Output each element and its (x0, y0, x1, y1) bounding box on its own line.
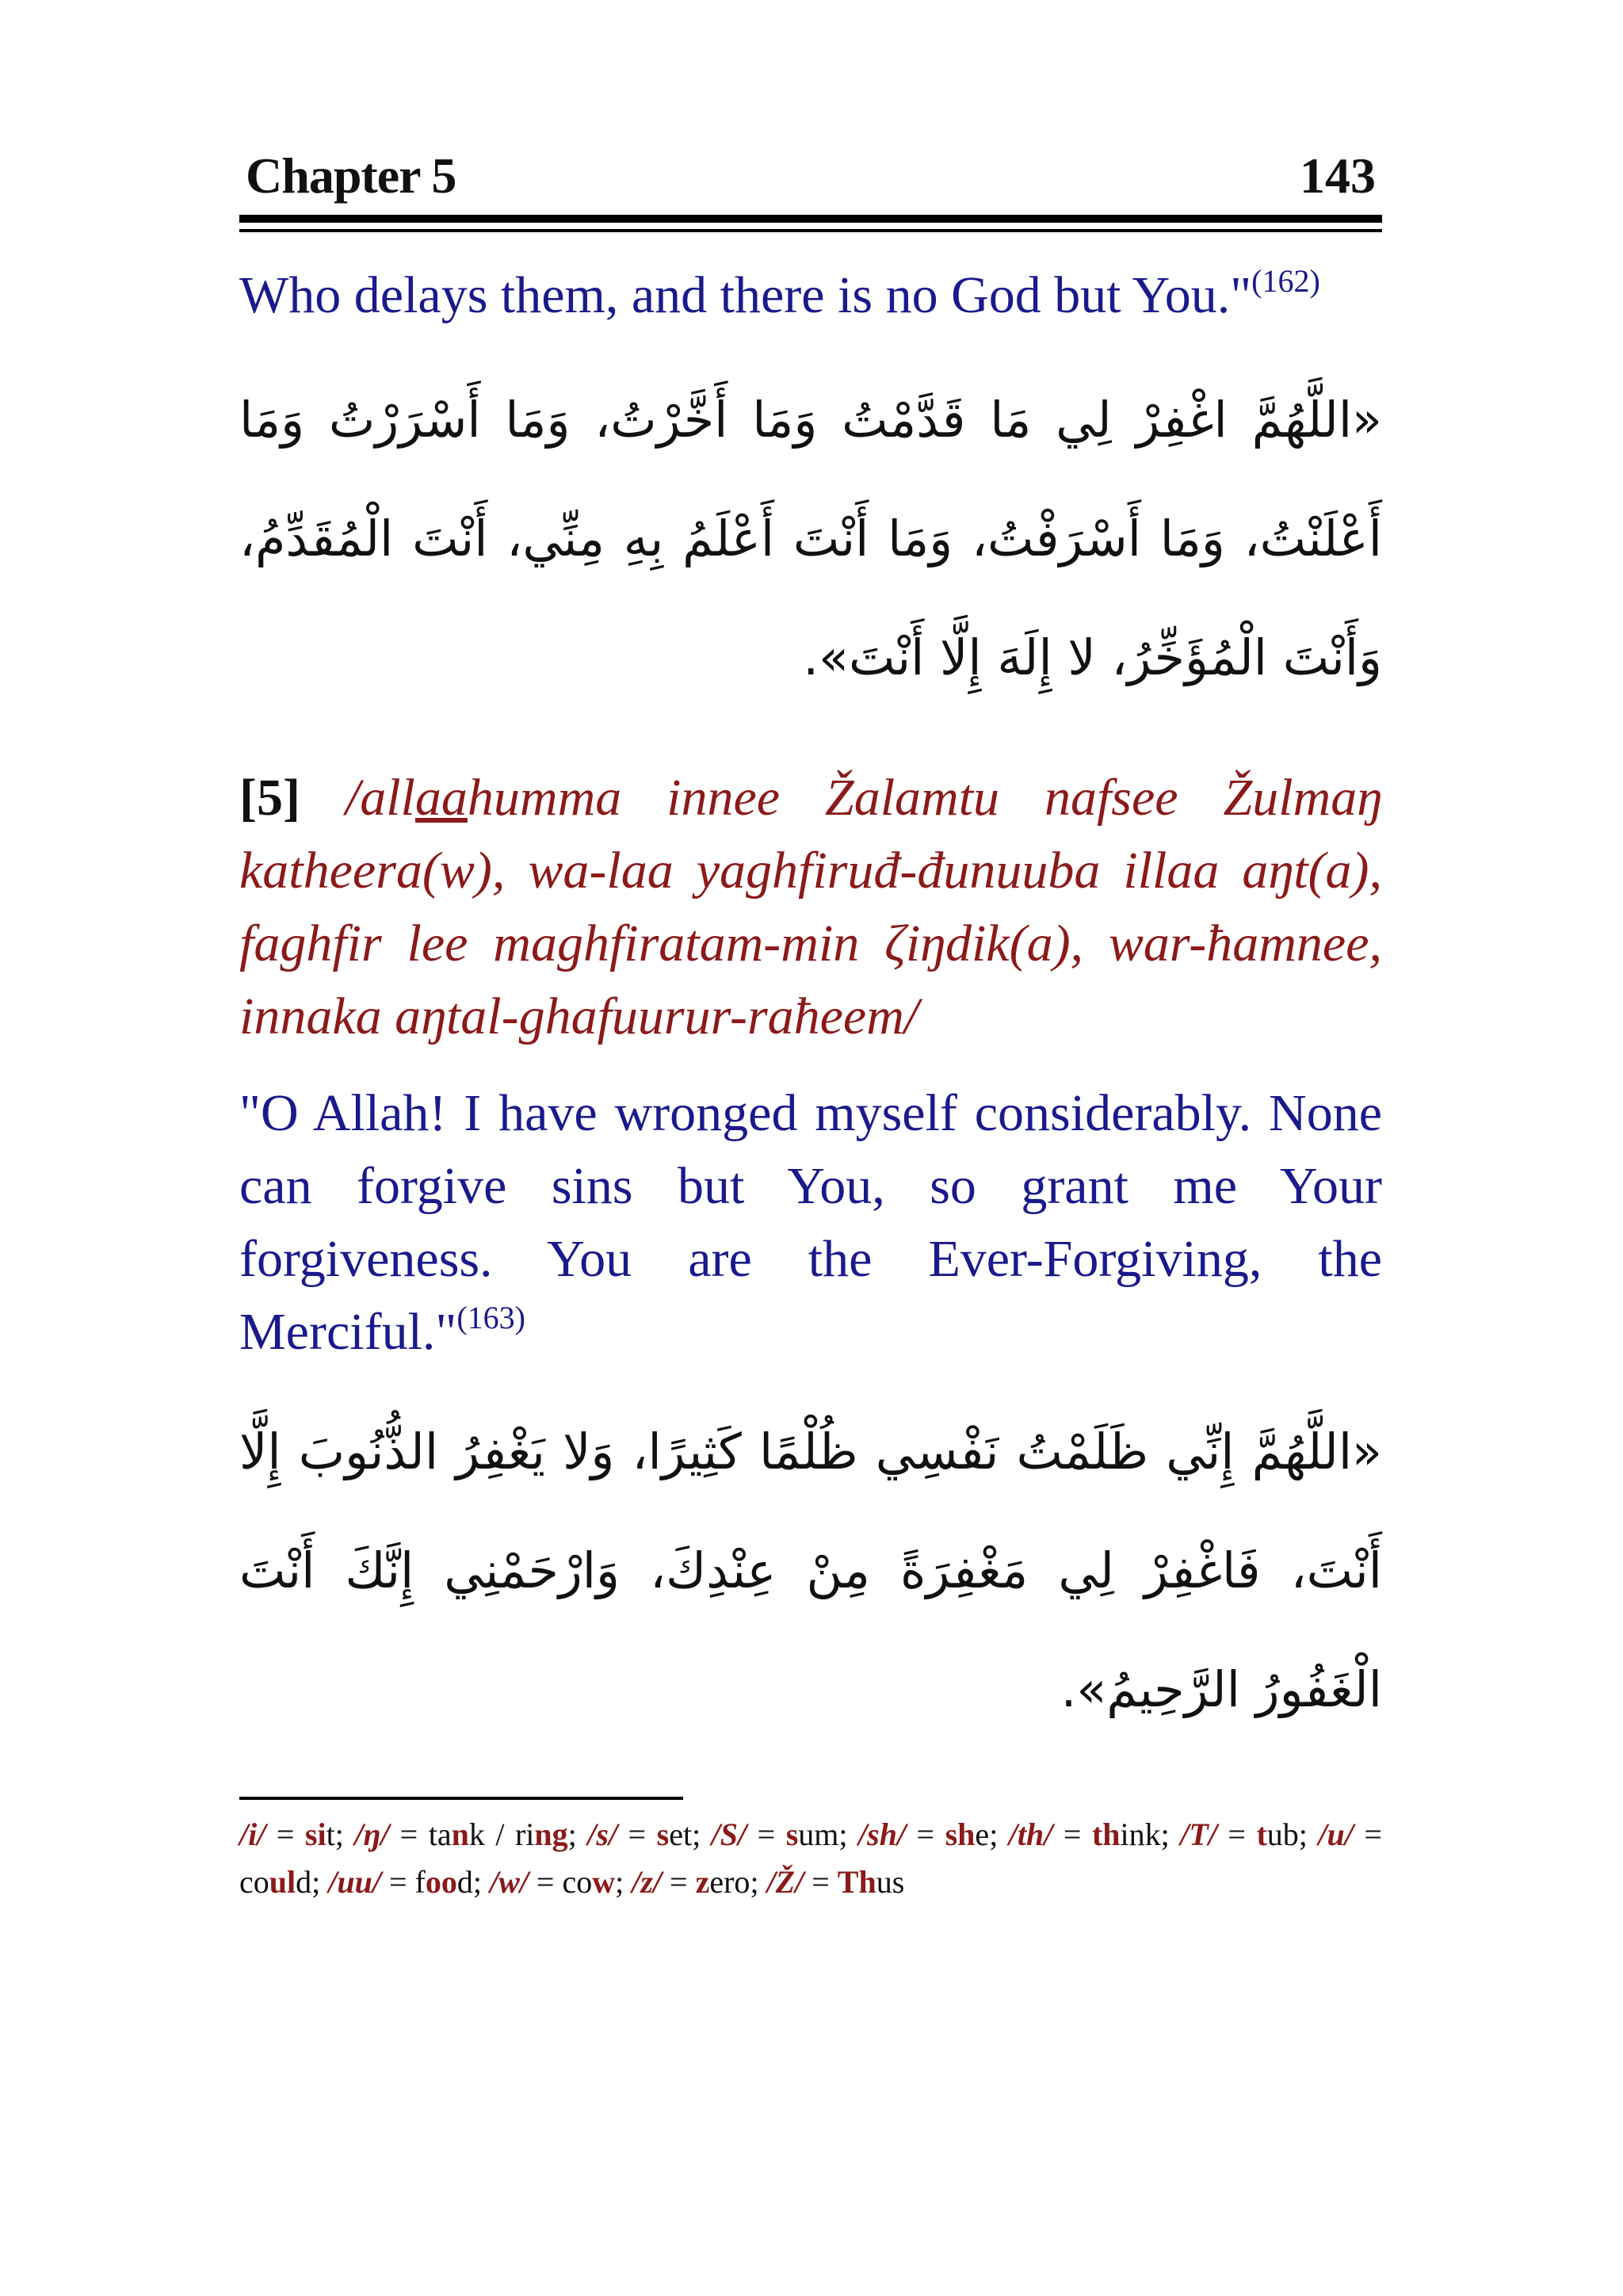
footnote-rule (239, 1797, 683, 1800)
key-entry (490, 1864, 632, 1900)
key-separator: t; (326, 1817, 355, 1852)
pronunciation-key (239, 1811, 1382, 1906)
key-symbol: /i/ (239, 1817, 266, 1852)
key-separator: ; (311, 1864, 329, 1900)
english-text: Who delays them, and there is no God but You." (239, 266, 1252, 324)
key-separator: ; (692, 1817, 712, 1852)
key-example-mid: ero (709, 1864, 750, 1900)
key-symbol: /s/ (587, 1817, 618, 1852)
key-example-highlight: ul (269, 1864, 296, 1900)
arabic-supplication-2: «اللَّهُمَّ إِنِّي ظَلَمْتُ نَفْسِي ظُلْمًا كَثِيرًا، وَلا يَغْفِرُ الذُّنُوبَ إِلَّا أَنْتَ، فَاغْفِرْ لِي مَغْفِرَةً مِنْ عِنْدِكَ، وَارْحَمْنِي إِنَّكَ أَنْتَ الْغَفُورُ الرَّحِيمُ». (239, 1423, 1382, 1718)
key-separator: ; (472, 1864, 490, 1900)
key-example-highlight: z (695, 1864, 710, 1900)
key-symbol: /ŋ/ (354, 1817, 390, 1852)
key-separator: ; (567, 1817, 588, 1852)
page (239, 147, 1382, 1906)
key-example-mid: us (876, 1864, 905, 1900)
key-symbol: /z/ (632, 1864, 663, 1900)
key-example-highlight: s (304, 1817, 318, 1852)
key-equals: = (906, 1817, 945, 1852)
key-symbol: /sh/ (858, 1817, 907, 1852)
key-entry (858, 1817, 1009, 1852)
key-symbol: /Ž/ (766, 1864, 804, 1900)
key-example-highlight: oo (425, 1864, 457, 1900)
key-entry (632, 1864, 766, 1900)
key-entry (767, 1864, 905, 1900)
key-example-pre: ta (428, 1817, 452, 1852)
key-separator: ; (615, 1864, 632, 1900)
key-entry (1009, 1817, 1180, 1852)
key-symbol: /uu/ (328, 1864, 381, 1900)
page-header (239, 147, 1382, 210)
key-symbol: /w/ (489, 1864, 529, 1900)
translit-underlined: aa (414, 769, 468, 827)
key-equals: = (1353, 1817, 1382, 1852)
key-equals: = (389, 1817, 429, 1852)
key-example-highlight: Th (837, 1864, 876, 1900)
key-example-mid: ub (1266, 1817, 1299, 1852)
key-entry (712, 1817, 858, 1852)
supplication-number: [5] (239, 769, 300, 827)
translit-part-2: humma innee Žalamtu nafsee Žulmaŋ katheera(w), wa-laa yaghfiruđ-đunuuba illaa aŋt(a), faghfir lee maghfiratam-min ζiŋdik(a), war-ħamnee, innaka aŋtal-ghafuurur-raħeem/ (239, 769, 1382, 1045)
key-separator: ; (750, 1864, 767, 1900)
key-example-pre: f (414, 1864, 426, 1900)
key-example-highlight: t (1256, 1817, 1267, 1852)
key-entry (328, 1864, 490, 1900)
key-symbol: /S/ (711, 1817, 747, 1852)
footnote-ref-163: (163) (456, 1300, 525, 1335)
key-example-highlight: n (451, 1817, 469, 1852)
key-entry (587, 1817, 711, 1852)
english-paragraph-1 (239, 259, 1382, 332)
chapter-title: Chapter 5 (246, 147, 456, 204)
key-entry (239, 1817, 354, 1852)
key-example-mid: et (669, 1817, 693, 1852)
key-example-mid: um (798, 1817, 839, 1852)
key-example-highlight-2: ng (534, 1817, 568, 1852)
key-separator: ; (989, 1817, 1009, 1852)
key-example-mid: k / ri (468, 1817, 535, 1852)
key-example-highlight-2: i (317, 1817, 327, 1852)
key-equals: = (747, 1817, 786, 1852)
key-symbol: /th/ (1008, 1817, 1053, 1852)
page-number: 143 (1300, 147, 1376, 204)
translit-part-1: /all (300, 769, 415, 827)
key-equals: = (804, 1864, 838, 1900)
header-rule-thick (239, 215, 1382, 223)
transliteration-5 (239, 762, 1382, 1053)
key-entry (354, 1817, 587, 1852)
key-symbol: /T/ (1180, 1817, 1217, 1852)
english-paragraph-2 (239, 1077, 1382, 1369)
footnote-ref-162: (162) (1251, 263, 1320, 299)
key-separator: ; (838, 1817, 859, 1852)
key-separator: ; (1298, 1817, 1319, 1852)
key-example-pre: co (239, 1864, 269, 1900)
key-example-highlight: s (656, 1817, 670, 1852)
key-separator: ; (1160, 1817, 1181, 1852)
key-equals: = (528, 1864, 563, 1900)
key-equals: = (617, 1817, 657, 1852)
key-example-mid: e (975, 1817, 990, 1852)
key-example-mid: d (296, 1864, 312, 1900)
key-example-highlight: sh (945, 1817, 976, 1852)
key-example-highlight: w (592, 1864, 616, 1900)
key-example-mid: ink (1120, 1817, 1161, 1852)
key-equals: = (1052, 1817, 1092, 1852)
english-text: "O Allah! I have wronged myself considerably. None can forgive sins but You, so grant me Your forgiveness. You are the Ever-Forgiving, the Merciful." (239, 1084, 1382, 1361)
key-example-mid: d (456, 1864, 473, 1900)
header-rule-thin (239, 229, 1382, 232)
key-equals: = (1216, 1817, 1257, 1852)
key-symbol: /u/ (1318, 1817, 1354, 1852)
key-entry (1180, 1817, 1318, 1852)
key-example-highlight: s (785, 1817, 799, 1852)
arabic-supplication-1: «اللَّهُمَّ اغْفِرْ لِي مَا قَدَّمْتُ وَمَا أَخَّرْتُ، وَمَا أَسْرَرْتُ وَمَا أَعْلَنْتُ، وَمَا أَسْرَفْتُ، وَمَا أَنْتَ أَعْلَمُ بِهِ مِنِّي، أَنْتَ الْمُقَدِّمُ، وَأَنْتَ الْمُؤَخِّرُ، لا إِلَهَ إِلَّا أَنْتَ». (239, 391, 1382, 686)
key-example-highlight: th (1091, 1817, 1121, 1852)
key-example-pre: co (562, 1864, 593, 1900)
key-equals: = (380, 1864, 415, 1900)
key-equals: = (662, 1864, 696, 1900)
key-equals: = (265, 1817, 305, 1852)
